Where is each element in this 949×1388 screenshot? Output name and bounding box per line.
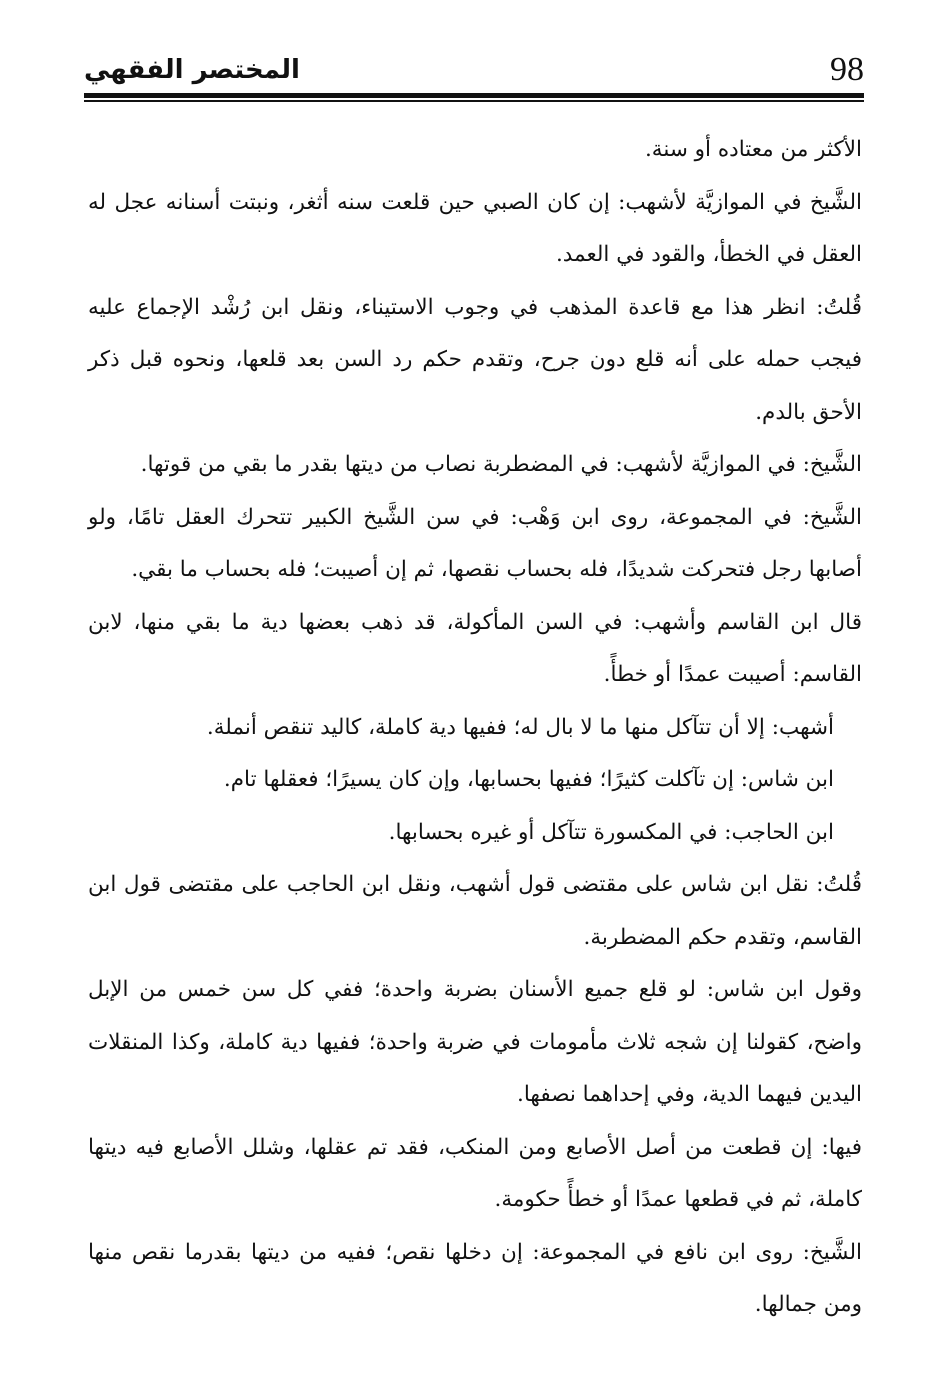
paragraph: الأكثر من معتاده أو سنة. [644, 137, 862, 162]
page-number: 98 [830, 51, 864, 88]
page-header [84, 46, 864, 94]
paragraph: الشَّيخ: روى ابن نافع في المجموعة: إن دخلها نقص؛ ففيه من ديتها بقدرما نقص منها ومن جمالها. [88, 1239, 862, 1317]
paragraph: الشَّيخ في الموازيَّة لأشهب: إن كان الصبي حين قلعت سنه أثغر، ونبتت أسنانه عجل له العقل في الخطأ، والقود في العمد. [88, 189, 862, 267]
paragraph: قُلتُ: انظر هذا مع قاعدة المذهب في وجوب الاستيناء، ونقل ابن رُشْد الإجماع عليه فيجب حمله على أنه قلع دون جرح، وتقدم حكم رد السن بعد قلعها، ونحوه قبل ذكر الأحق بالدم. [88, 294, 862, 425]
paragraph: أشهب: إلا أن تتآكل منها ما لا بال له؛ ففيها دية كاملة، كاليد تنقص أنملة. [206, 714, 834, 740]
paragraph: الشَّيخ: في المجموعة، روى ابن وَهْب: في سن الشَّيخ الكبير تتحرك العقل تامًا، ولو أصابها رجل فتحركت شديدًا، فله بحساب نقصها، ثم إن أصيبت؛ فله بحساب ما بقي. [88, 504, 862, 582]
paragraph: قُلتُ: نقل ابن شاس على مقتضى قول أشهب، ونقل ابن الحاجب على مقتضى قول ابن القاسم، وتقدم حكم المضطربة. [88, 872, 862, 950]
paragraph: فيها: إن قطعت من أصل الأصابع ومن المنكب، فقد تم عقلها، وشلل الأصابع فيه ديتها كاملة، ثم في قطعها عمدًا أو خطأً حكومة. [88, 1134, 862, 1212]
body-text [88, 124, 862, 1332]
paragraph: ابن شاس: إن تآكلت كثيرًا؛ ففيها بحسابها، وإن كان يسيرًا؛ فعقلها تام. [223, 767, 834, 792]
paragraph: الشَّيخ: في الموازيَّة لأشهب: في المضطربة نصاب من ديتها بقدر ما بقي من قوتها. [140, 452, 862, 477]
paragraph: ابن الحاجب: في المكسورة تتآكل أو غيره بحسابها. [388, 819, 834, 845]
header-rule-thin [84, 100, 864, 102]
header-rule-thick [84, 93, 864, 98]
paragraph: قال ابن القاسم وأشهب: في السن المأكولة، قد ذهب بعضها دية ما بقي منها، لابن القاسم: أصيبت عمدًا أو خطأً. [88, 609, 862, 687]
paragraph: وقول ابن شاس: لو قلع جميع الأسنان بضربة واحدة؛ ففي كل سن خمس من الإبل واضح، كقولنا إن شجه ثلاث مأمومات في ضربة واحدة؛ ففيها دية كاملة، وكذا المنقلات اليدين فيهما الدية، وفي إحداهما نصفها. [88, 977, 862, 1107]
running-title: المختصر الفقهي [84, 55, 300, 85]
